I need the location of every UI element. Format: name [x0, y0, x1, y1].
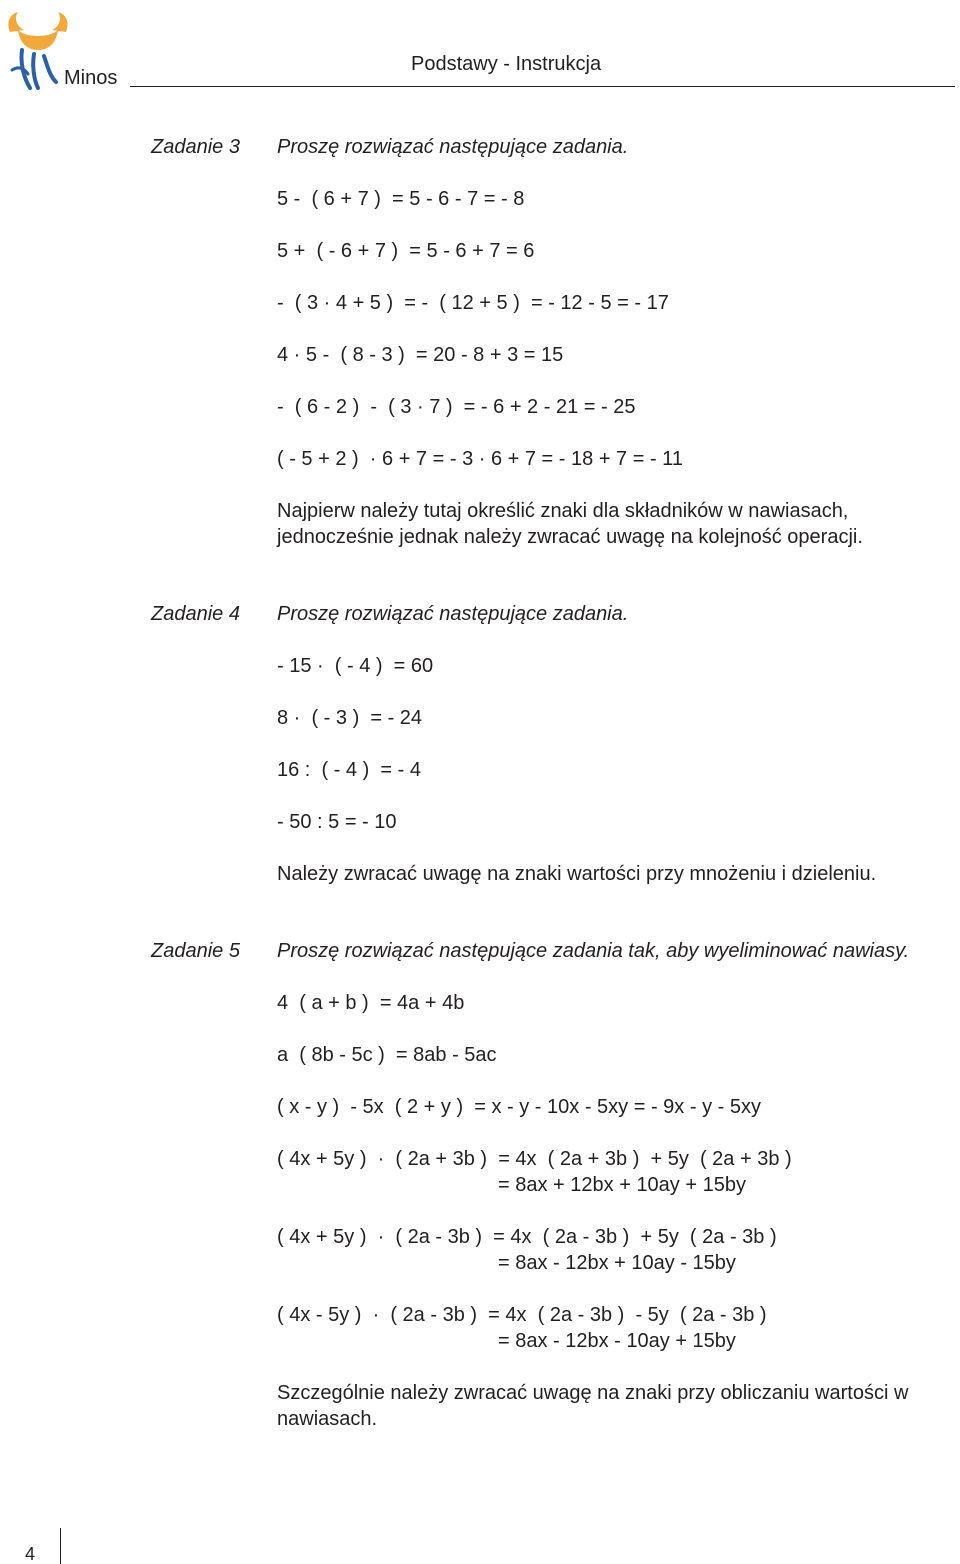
- header-divider: [130, 86, 955, 87]
- task-5-equation: ( 4x - 5y ) · ( 2a - 3b ) = 4x ( 2a - 3b ) - 5y ( 2a - 3b ): [277, 1304, 767, 1326]
- task-3-equation: ( - 5 + 2 ) · 6 + 7 = - 3 · 6 + 7 = - 18 + 7 = - 11: [277, 448, 683, 470]
- task-4-label: Zadanie 4: [151, 603, 240, 625]
- task-3-note: Najpierw należy tutaj określić znaki dla składników w nawiasach, jednocześnie jednak należy zwracać uwagę na kolejność operacji.: [277, 500, 863, 548]
- task-3-equation: 5 - ( 6 + 7 ) = 5 - 6 - 7 = - 8: [277, 188, 525, 210]
- task-4-equation: 8 · ( - 3 ) = - 24: [277, 707, 423, 729]
- task-4-equation: 16 : ( - 4 ) = - 4: [277, 759, 421, 781]
- task-5-equation-continuation: = 8ax - 12bx - 10ay + 15by: [498, 1330, 736, 1352]
- document-title: Podstawy - Instrukcja: [411, 53, 602, 75]
- task-3-equation: - ( 6 - 2 ) - ( 3 · 7 ) = - 6 + 2 - 21 = - 25: [277, 396, 636, 418]
- task-5-equation: 4 ( a + b ) = 4a + 4b: [277, 992, 465, 1014]
- page-header: [0, 0, 960, 100]
- task-3-equation: 5 + ( - 6 + 7 ) = 5 - 6 + 7 = 6: [277, 240, 535, 262]
- task-3-equation: 4 · 5 - ( 8 - 3 ) = 20 - 8 + 3 = 15: [277, 344, 564, 366]
- task-4-note: Należy zwracać uwagę na znaki wartości przy mnożeniu i dzieleniu.: [277, 863, 877, 885]
- task-4-intro: Proszę rozwiązać następujące zadania.: [277, 603, 629, 625]
- task-5-equation-continuation: = 8ax - 12bx + 10ay - 15by: [498, 1252, 736, 1274]
- brand-name: Minos: [64, 67, 118, 89]
- task-5-equation-continuation: = 8ax + 12bx + 10ay + 15by: [498, 1174, 746, 1196]
- task-3-intro: Proszę rozwiązać następujące zadania.: [277, 136, 629, 158]
- task-5-equation: ( 4x + 5y ) · ( 2a + 3b ) = 4x ( 2a + 3b ) + 5y ( 2a + 3b ): [277, 1148, 792, 1170]
- task-4-equation: - 15 · ( - 4 ) = 60: [277, 655, 434, 677]
- task-5-label: Zadanie 5: [151, 940, 240, 962]
- task-5-equation: ( x - y ) - 5x ( 2 + y ) = x - y - 10x - 5xy = - 9x - y - 5xy: [277, 1096, 761, 1118]
- minos-bull-logo-icon: [4, 10, 72, 90]
- footer-divider: [60, 1528, 61, 1564]
- page-number: 4: [25, 1544, 36, 1564]
- task-3-label: Zadanie 3: [151, 136, 240, 158]
- task-5-equation: ( 4x + 5y ) · ( 2a - 3b ) = 4x ( 2a - 3b ) + 5y ( 2a - 3b ): [277, 1226, 777, 1248]
- task-3-equation: - ( 3 · 4 + 5 ) = - ( 12 + 5 ) = - 12 - 5 = - 17: [277, 292, 669, 314]
- task-5-equation: a ( 8b - 5c ) = 8ab - 5ac: [277, 1044, 497, 1066]
- task-5-note: Szczególnie należy zwracać uwagę na znaki przy obliczaniu wartości w nawiasach.: [277, 1382, 909, 1430]
- task-5-intro: Proszę rozwiązać następujące zadania tak, aby wyeliminować nawiasy.: [277, 940, 910, 962]
- task-4-equation: - 50 : 5 = - 10: [277, 811, 397, 833]
